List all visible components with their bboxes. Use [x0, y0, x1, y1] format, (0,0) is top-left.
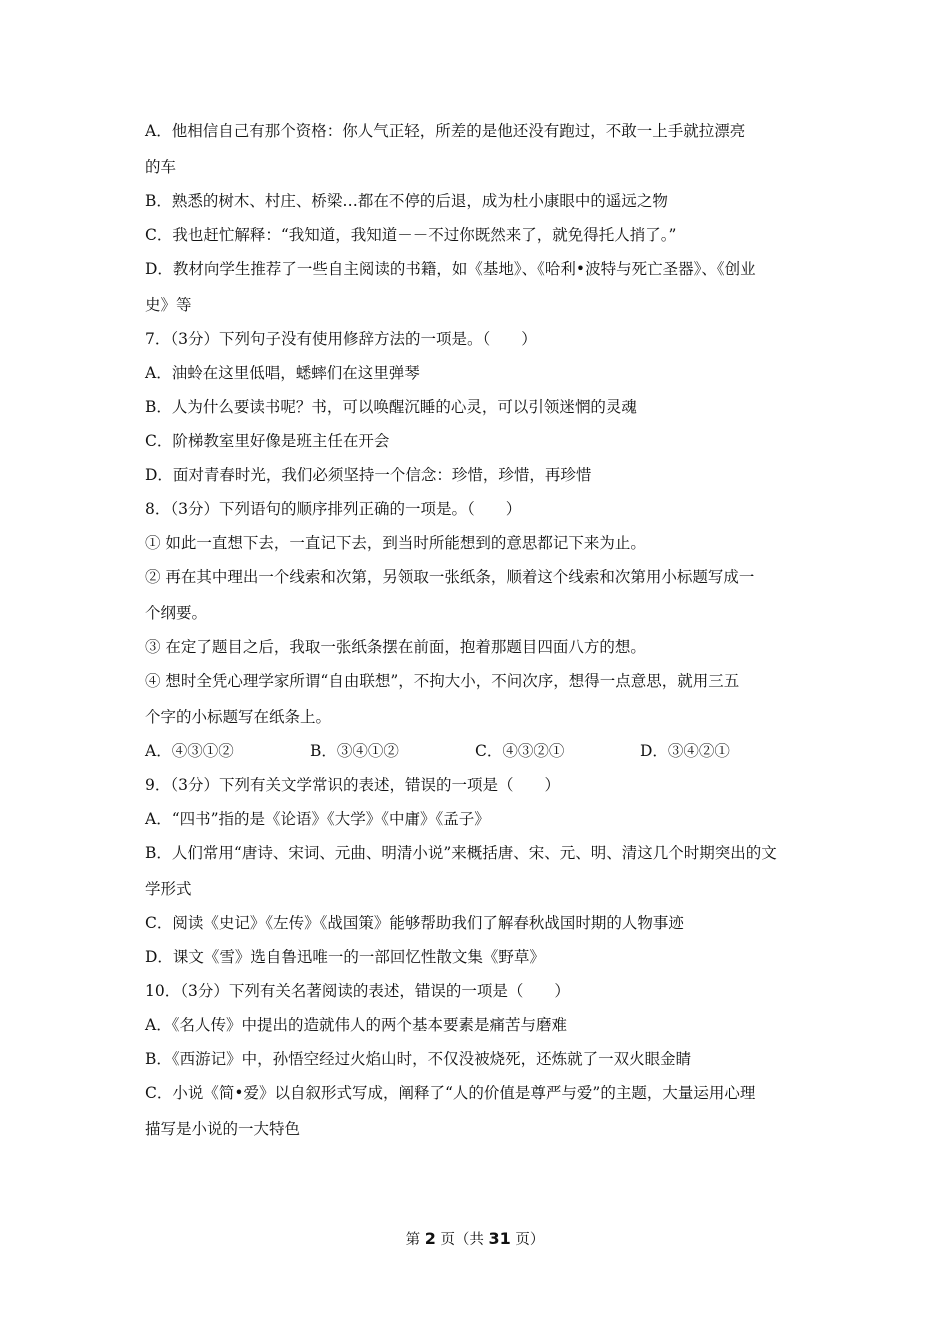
q8-stem: 8．（3分）下列语句的顺序排列正确的一项是。（ ）: [145, 500, 522, 518]
q10-option-c-cont: 描写是小说的一大特色: [145, 1120, 301, 1138]
footer-total-pages: 31: [488, 1229, 511, 1248]
footer-suffix: 页）: [515, 1232, 545, 1248]
footer-page-number: 2: [424, 1229, 436, 1248]
q8-sentence-3: ③ 在定了题目之后，我取一张纸条摆在前面，抱着那题目四面八方的想。: [145, 638, 646, 656]
q10-option-a: A．《名人传》中提出的造就伟人的两个基本要素是痛苦与磨难: [145, 1016, 567, 1034]
q9-option-b: B．人们常用“唐诗、宋词、元曲、明清小说”来概括唐、宋、元、明、清这几个时期突出的文: [145, 844, 777, 862]
q8-option-c: C．④③②①: [475, 742, 565, 760]
q6-option-d-cont: 史》等: [145, 296, 192, 314]
q8-option-b: B．③④①②: [310, 742, 399, 760]
q8-option-a: A．④③①②: [145, 742, 234, 760]
q10-option-b: B．《西游记》中，孙悟空经过火焰山时，不仅没被烧死，还炼就了一双火眼金睛: [145, 1050, 692, 1068]
q9-option-a: A．“四书”指的是《论语》《大学》《中庸》《孟子》: [145, 810, 490, 828]
q8-sentence-2-cont: 个纲要。: [145, 604, 208, 622]
q10-option-c: C．小说《简•爱》以自叙形式写成，阐释了“人的价值是尊严与爱”的主题，大量运用心理: [145, 1084, 756, 1102]
q8-sentence-1: ① 如此一直想下去，一直记下去，到当时所能想到的意思都记下来为止。: [145, 534, 646, 552]
footer-prefix: 第: [405, 1232, 421, 1248]
q9-option-d: D．课文《雪》选自鲁迅唯一的一部回忆性散文集《野草》: [145, 948, 545, 966]
q6-option-a-cont: 的车: [145, 158, 177, 176]
q7-option-b: B．人为什么要读书呢？书，可以唤醒沉睡的心灵，可以引领迷惘的灵魂: [145, 398, 637, 416]
q9-stem: 9．（3分）下列有关文学常识的表述，错误的一项是（ ）: [145, 776, 560, 794]
page-content: [145, 122, 825, 1138]
q9-option-b-cont: 学形式: [145, 880, 192, 898]
q9-option-c: C．阅读《史记》《左传》《战国策》能够帮助我们了解春秋战国时期的人物事迹: [145, 914, 684, 932]
q6-option-a: A．他相信自己有那个资格：你人气正轻，所差的是他还没有跑过，不敢一上手就拉漂亮: [145, 122, 746, 140]
q7-stem: 7．（3分）下列句子没有使用修辞方法的一项是。（ ）: [145, 330, 537, 348]
q7-option-d: D．面对青春时光，我们必须坚持一个信念：珍惜，珍惜，再珍惜: [145, 466, 592, 484]
q10-stem: 10．（3分）下列有关名著阅读的表述，错误的一项是（ ）: [145, 982, 570, 1000]
q7-option-c: C．阶梯教室里好像是班主任在开会: [145, 432, 390, 450]
footer-middle: 页（共: [440, 1232, 484, 1248]
q8-options: [145, 742, 825, 760]
q8-option-d: D．③④②①: [640, 742, 730, 760]
q6-option-c: C．我也赶忙解释：“我知道，我知道－－不过你既然来了，就免得托人捎了。”: [145, 226, 677, 244]
q8-sentence-4-cont: 个字的小标题写在纸条上。: [145, 708, 332, 726]
q7-option-a: A．油蛉在这里低唱，蟋蟀们在这里弹琴: [145, 364, 420, 382]
page-footer: [0, 1230, 950, 1249]
q6-option-b: B．熟悉的树木、村庄、桥梁…都在不停的后退，成为杜小康眼中的遥远之物: [145, 192, 668, 210]
q8-sentence-2: ② 再在其中理出一个线索和次第，另领取一张纸条，顺着这个线索和次第用小标题写成一: [145, 568, 755, 586]
q6-option-d: D．教材向学生推荐了一些自主阅读的书籍，如《基地》、《哈利•波特与死亡圣器》、《创业: [145, 260, 756, 278]
q8-sentence-4: ④ 想时全凭心理学家所谓“自由联想”，不拘大小，不问次序，想得一点意思，就用三五: [145, 672, 740, 690]
